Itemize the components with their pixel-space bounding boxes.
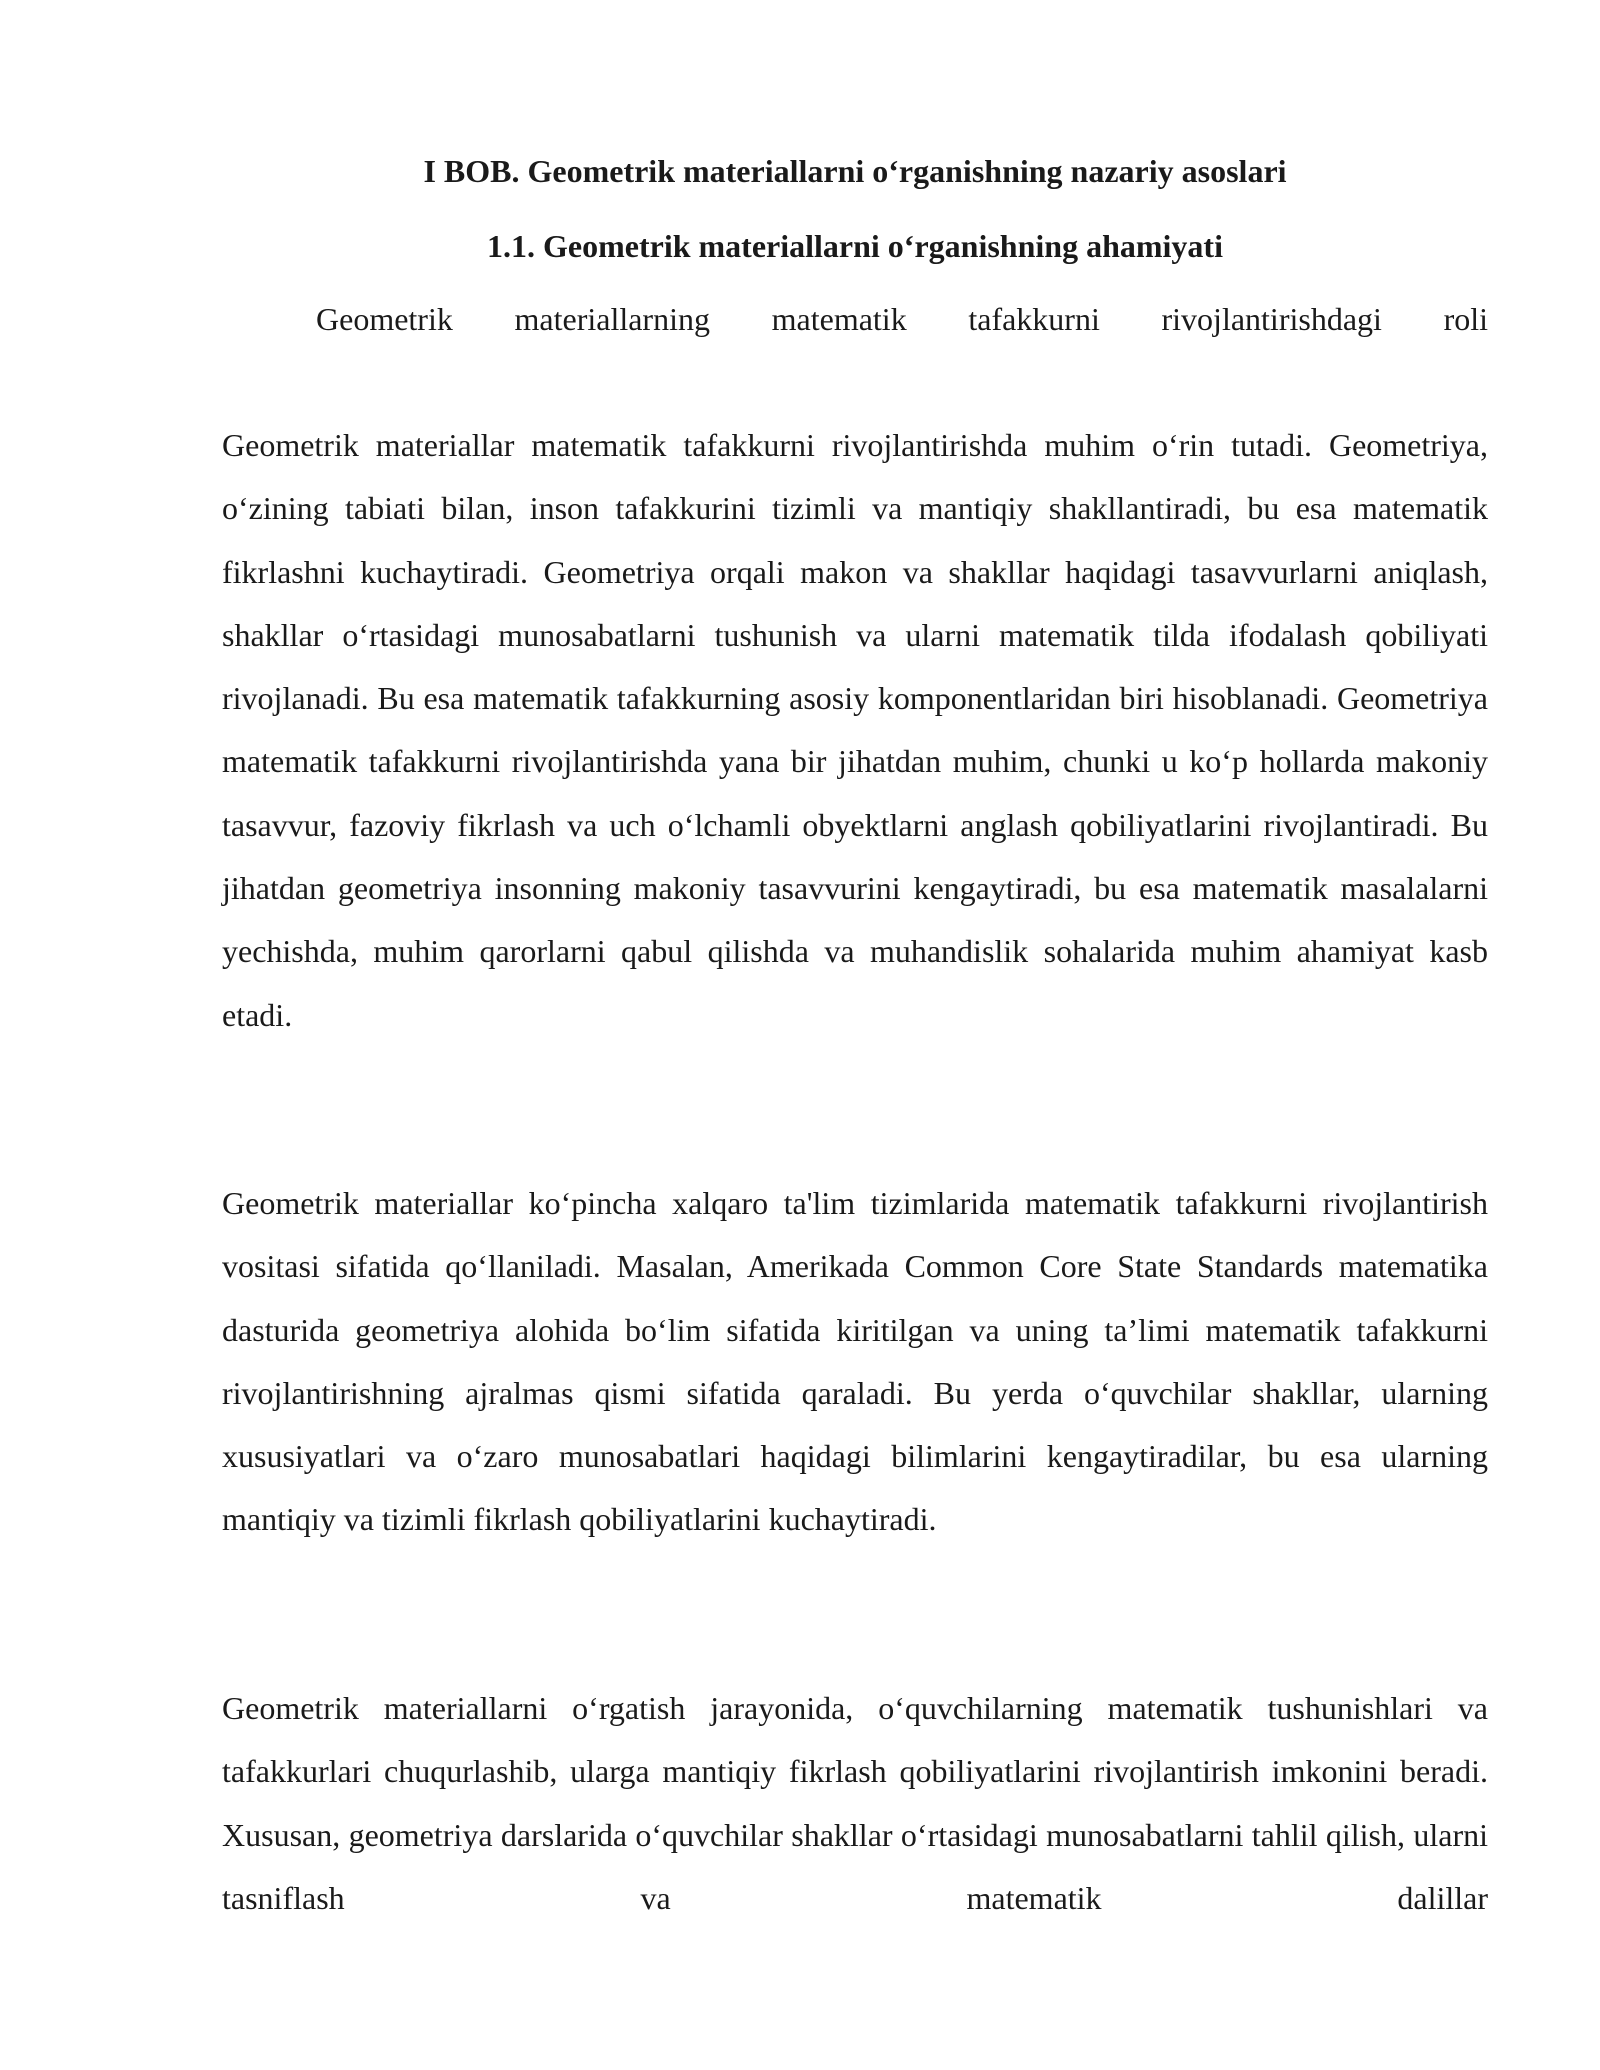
paragraph-3: Geometrik materiallarni o‘rgatish jarayonida, o‘quvchilarning matematik tushunishlari va tafakkurlari chuqurlashib, ularga mantiqiy fikrlash qobiliyatlarini rivojlantirish imkonini beradi. Xususan, geometriya darslarida o‘quvchilar shakllar o‘rtasidagi munosabatlarni tahlil qilish, ularni tasniflash va matematik dalillar (222, 1690, 1488, 1916)
section-title: 1.1. Geometrik materiallarni o‘rganishning ahamiyati (487, 228, 1223, 264)
chapter-title: I BOB. Geometrik materiallarni o‘rganishning nazariy asoslari (423, 153, 1287, 189)
paragraph-1: Geometrik materiallar matematik tafakkurni rivojlantirishda muhim o‘rin tutadi. Geometriya, o‘zining tabiati bilan, inson tafakkurini tizimli va mantiqiy shakllantiradi, bu esa matematik fikrlashni kuchaytiradi. Geometriya orqali makon va shakllar haqidagi tasavvurlarni aniqlash, shakllar o‘rtasidagi munosabatlarni tushunish va ularni matematik tilda ifodalash qobiliyati rivojlanadi. Bu esa matematik tafakkurning asosiy komponentlaridan biri hisoblanadi. Geometriya matematik tafakkurni rivojlantirishda yana bir jihatdan muhim, chunki u ko‘p hollarda makoniy tasavvur, fazoviy fikrlash va uch o‘lchamli obyektlarni anglash qobiliyatlarini rivojlantiradi. Bu jihatdan geometriya insonning makoniy tasavvurini kengaytiradi, bu esa matematik masalalarni yechishda, muhim qarorlarni qabul qilishda va muhandislik sohalarida muhim ahamiyat kasb etadi. (222, 427, 1488, 1033)
subsection-title: Geometrik materiallarning matematik tafakkurni rivojlantirishdagi roli (316, 301, 1488, 337)
paragraph-2: Geometrik materiallar ko‘pincha xalqaro ta'lim tizimlarida matematik tafakkurni rivojlantirish vositasi sifatida qo‘llaniladi. Masalan, Amerikada Common Core State Standards matematika dasturida geometriya alohida bo‘lim sifatida kiritilgan va uning ta’limi matematik tafakkurni rivojlantirishning ajralmas qismi sifatida qaraladi. Bu yerda o‘quvchilar shakllar, ularning xususiyatlari va o‘zaro munosabatlari haqidagi bilimlarini kengaytiradilar, bu esa ularning mantiqiy va tizimli fikrlash qobiliyatlarini kuchaytiradi. (222, 1185, 1488, 1538)
